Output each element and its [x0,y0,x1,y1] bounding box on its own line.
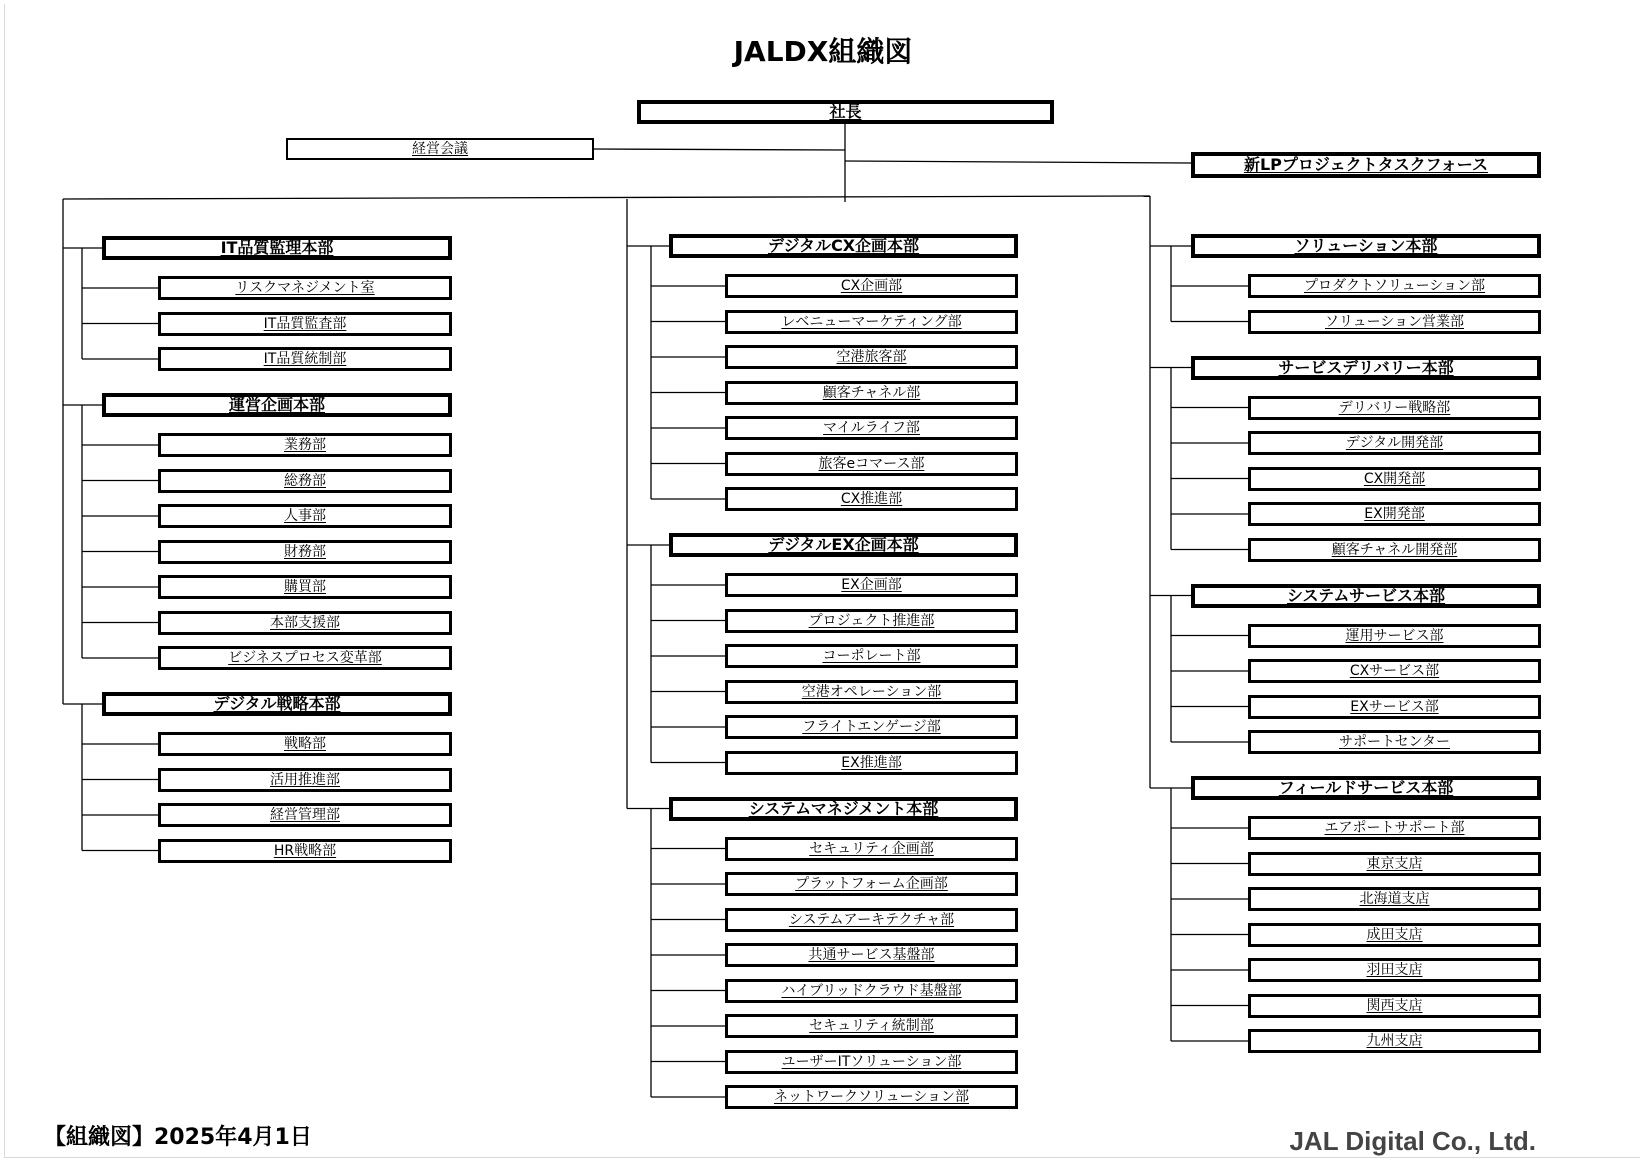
department-box: 九州支店 [1248,1029,1541,1053]
department-box: EX開発部 [1248,502,1541,526]
department-box: ユーザーITソリューション部 [725,1050,1018,1074]
department-box: 東京支店 [1248,852,1541,876]
department-box: レベニューマーケティング部 [725,310,1018,334]
division-box: システムマネジメント本部 [669,797,1018,821]
footer-date: 【組織図】2025年4月1日 [44,1125,312,1150]
division-box: デジタル戦略本部 [102,692,452,716]
department-box: 財務部 [158,540,452,564]
department-box: 共通サービス基盤部 [725,943,1018,967]
department-box: セキュリティ企画部 [725,837,1018,861]
department-box: ハイブリッドクラウド基盤部 [725,979,1018,1003]
department-box: デリバリー戦略部 [1248,396,1541,420]
department-box: 戦略部 [158,732,452,756]
department-box: マイルライフ部 [725,416,1018,440]
division-box: システムサービス本部 [1191,584,1541,608]
department-box: 運用サービス部 [1248,624,1541,648]
department-box: システムアーキテクチャ部 [725,908,1018,932]
department-box: 旅客eコマース部 [725,452,1018,476]
department-box: プロダクトソリューション部 [1248,274,1541,298]
department-box: 顧客チャネル開発部 [1248,538,1541,562]
management-meeting-box: 経営会議 [286,138,594,160]
division-box: ソリューション本部 [1191,234,1541,258]
department-box: セキュリティ統制部 [725,1014,1018,1038]
department-box: 活用推進部 [158,768,452,792]
department-box: 空港オペレーション部 [725,680,1018,704]
taskforce-box: 新LPプロジェクトタスクフォース [1191,152,1541,178]
meeting-connector-line [594,149,845,150]
department-box: 空港旅客部 [725,345,1018,369]
department-box: CX推進部 [725,487,1018,511]
division-box: デジタルEX企画本部 [669,533,1018,557]
division-box: IT品質監理本部 [102,236,452,260]
department-box: HR戦略部 [158,839,452,863]
division-box: フィールドサービス本部 [1191,776,1541,800]
department-box: CX企画部 [725,274,1018,298]
department-box: 総務部 [158,469,452,493]
department-box: CXサービス部 [1248,659,1541,683]
chart-title: JALDX組織図 [733,35,913,68]
department-box: 経営管理部 [158,803,452,827]
department-box: フライトエンゲージ部 [725,715,1018,739]
department-box: デジタル開発部 [1248,431,1541,455]
division-bus-line [63,196,1150,199]
division-box: デジタルCX企画本部 [669,234,1018,258]
company-name: JAL Digital Co., Ltd. [1289,1126,1536,1156]
department-box: IT品質監査部 [158,312,452,336]
department-box: プラットフォーム企画部 [725,872,1018,896]
department-box: EX企画部 [725,573,1018,597]
department-box: エアポートサポート部 [1248,816,1541,840]
department-box: EXサービス部 [1248,695,1541,719]
department-box: ソリューション営業部 [1248,310,1541,334]
department-box: ビジネスプロセス変革部 [158,646,452,670]
taskforce-connector-line [845,161,1191,163]
department-box: ネットワークソリューション部 [725,1085,1018,1109]
department-box: 羽田支店 [1248,958,1541,982]
department-box: 顧客チャネル部 [725,381,1018,405]
department-box: 人事部 [158,504,452,528]
department-box: 成田支店 [1248,923,1541,947]
division-box: 運営企画本部 [102,393,452,417]
department-box: 購買部 [158,575,452,599]
department-box: 北海道支店 [1248,887,1541,911]
department-box: 関西支店 [1248,994,1541,1018]
department-box: EX推進部 [725,751,1018,775]
department-box: コーポレート部 [725,644,1018,668]
department-box: 本部支援部 [158,611,452,635]
department-box: サポートセンター [1248,730,1541,754]
department-box: IT品質統制部 [158,347,452,371]
department-box: CX開発部 [1248,467,1541,491]
president-box: 社長 [637,100,1054,124]
division-box: サービスデリバリー本部 [1191,356,1541,380]
department-box: 業務部 [158,433,452,457]
department-box: リスクマネジメント室 [158,276,452,300]
department-box: プロジェクト推進部 [725,609,1018,633]
